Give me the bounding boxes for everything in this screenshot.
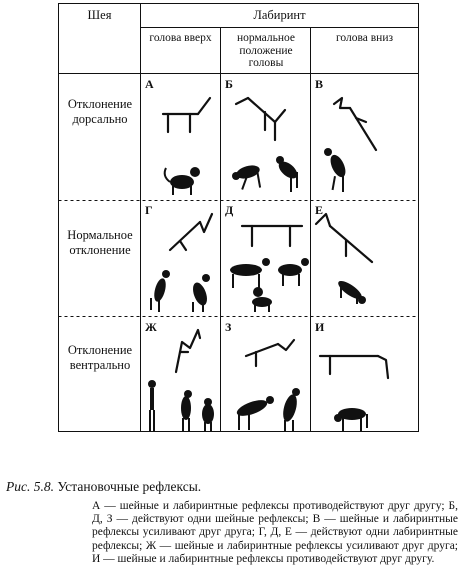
figure-caption-body: А — шейные и лабиринтные рефлексы противодействуют друг другу; Б, Д, З — действуют одни шейные рефлексы; В — шейные и лабиринтные рефлексы усиливают друг друга; Г, Д, Е — действуют одни лабиринтные рефлексы; Ж — шейные и лабиринтные рефлексы усиливают друг друга; И — шейные и лабиринтные рефлексы противодействуют друг другу.: [92, 500, 458, 565]
animals-rearing-z: [235, 388, 300, 432]
animal-descending-e: [336, 278, 366, 304]
animal-standing-i: [334, 408, 368, 432]
row-label-normal: Нормальное отклонение: [67, 228, 133, 257]
cell-letter-z: З: [225, 320, 232, 334]
posture-symbol-z: [246, 340, 294, 366]
animals-standing-d: [230, 258, 309, 312]
cell-letter-d: Д: [225, 203, 234, 217]
posture-symbol-b: [236, 98, 285, 140]
cat-sitting-figure: [165, 167, 200, 195]
cell-letter-zh: Ж: [145, 320, 157, 334]
cell-letter-i: И: [315, 320, 325, 334]
figure-title: Установочные рефлексы.: [57, 479, 202, 494]
row-label-dorsal: Отклонение дорсально: [67, 97, 133, 126]
animals-head-down-b: [232, 156, 300, 192]
human-and-animals-zh: [148, 380, 214, 432]
header-neck: Шея: [87, 8, 112, 22]
figure-label: Рис. 5.8.: [6, 479, 54, 494]
figure-caption-title: [6, 479, 456, 495]
posture-symbol-a: [163, 98, 210, 132]
header-labyrinth: Лабиринт: [253, 8, 306, 22]
cell-letter-e: Е: [315, 203, 324, 217]
cell-letter-a: А: [145, 77, 154, 91]
animals-rearing-g: [150, 270, 210, 312]
posture-symbol-v: [334, 98, 376, 150]
subheader-head-normal: нормальное положение головы: [236, 32, 296, 69]
subheader-head-up: голова вверх: [149, 32, 212, 44]
subheader-head-down: голова вниз: [335, 32, 394, 44]
row-label-ventral: Отклонение вентрально: [67, 343, 133, 372]
posture-symbol-g: [170, 214, 212, 250]
cell-letter-b: Б: [225, 77, 233, 91]
animal-head-down-v: [324, 148, 349, 192]
posture-symbol-zh: [176, 330, 200, 372]
posture-symbol-e: [316, 214, 372, 262]
cell-letter-v: В: [315, 77, 324, 91]
posture-symbol-d: [242, 226, 302, 246]
cell-letter-g: Г: [145, 203, 153, 217]
posture-symbol-i: [320, 356, 388, 378]
